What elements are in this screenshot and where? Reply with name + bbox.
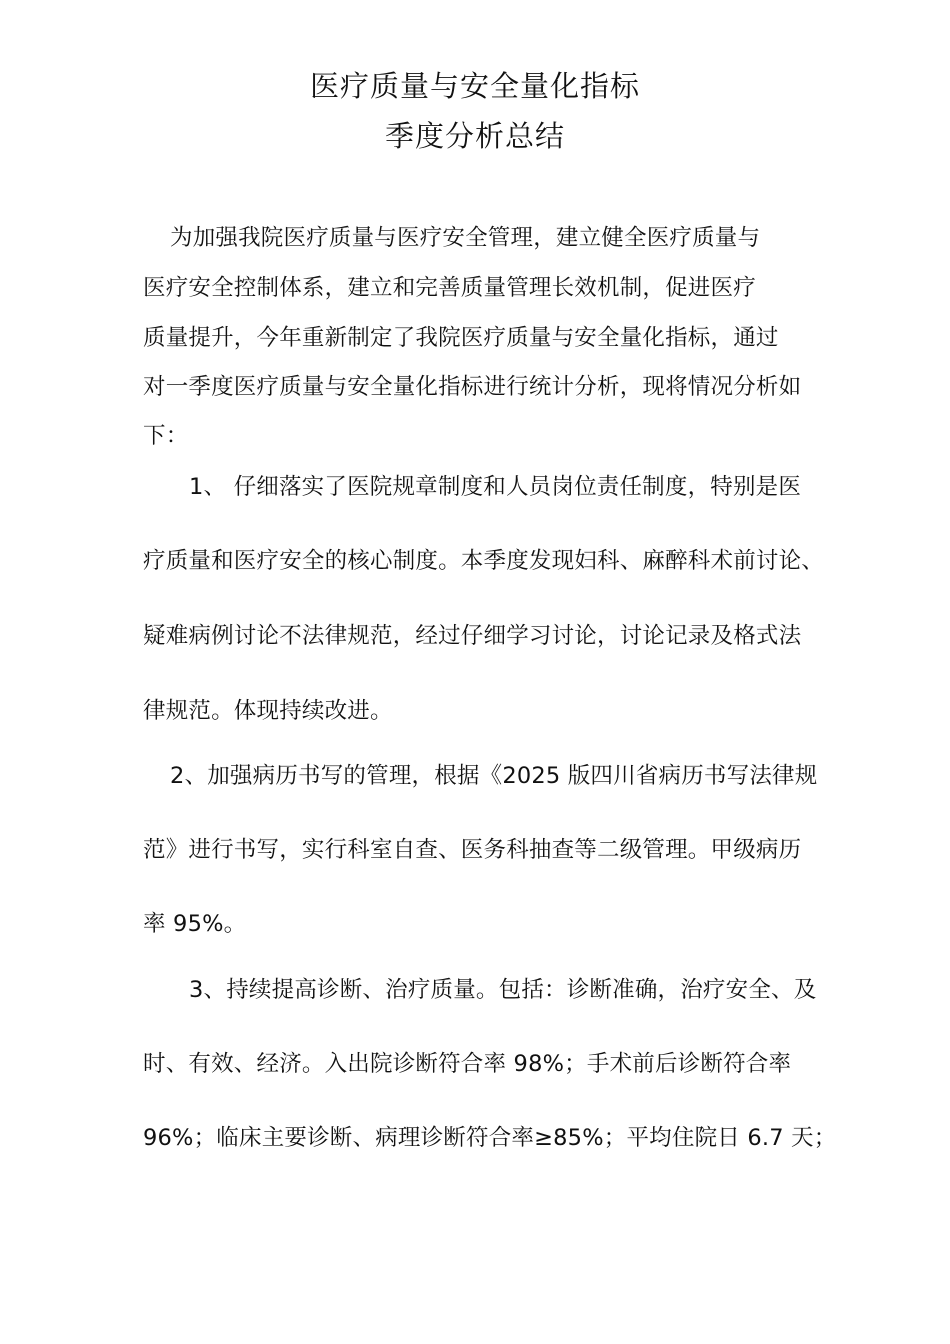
intro-line-5: 下：: [143, 423, 189, 449]
item1-line-3: 疑难病例讨论不法律规范，经过仔细学习讨论，讨论记录及格式法: [143, 623, 802, 649]
intro-line-1: 为加强我院医疗质量与医疗安全管理，建立健全医疗质量与: [170, 225, 761, 251]
intro-line-3: 质量提升，今年重新制定了我院医疗质量与安全量化指标，通过: [143, 325, 779, 351]
intro-line-4: 对一季度医疗质量与安全量化指标进行统计分析，现将情况分析如: [143, 374, 802, 400]
intro-line-2: 医疗安全控制体系，建立和完善质量管理长效机制，促进医疗: [143, 275, 756, 301]
item1-line-2: 疗质量和医疗安全的核心制度。本季度发现妇科、麻醉科术前讨论、: [143, 548, 825, 574]
item2-line-1: 2、加强病历书写的管理，根据《2025 版四川省病历书写法律规: [170, 763, 818, 789]
item1-line-1: 1、 仔细落实了医院规章制度和人员岗位责任制度，特别是医: [189, 474, 802, 500]
item3-line-1: 3、持续提高诊断、治疗质量。包括：诊断准确，治疗安全、及: [189, 977, 817, 1003]
item1-line-4: 律规范。体现持续改进。: [143, 698, 393, 724]
item2-line-3: 率 95%。: [143, 911, 247, 937]
document-title: 医疗质量与安全量化指标: [309, 69, 640, 103]
item2-line-2: 范》进行书写，实行科室自查、医务科抽查等二级管理。甲级病历: [143, 837, 802, 863]
document-subtitle: 季度分析总结: [384, 119, 565, 153]
item3-line-3: 96%；临床主要诊断、病理诊断符合率≥85%；平均住院日 6.7 天；: [143, 1125, 837, 1151]
item3-line-2: 时、有效、经济。入出院诊断符合率 98%；手术前后诊断符合率: [143, 1051, 792, 1077]
